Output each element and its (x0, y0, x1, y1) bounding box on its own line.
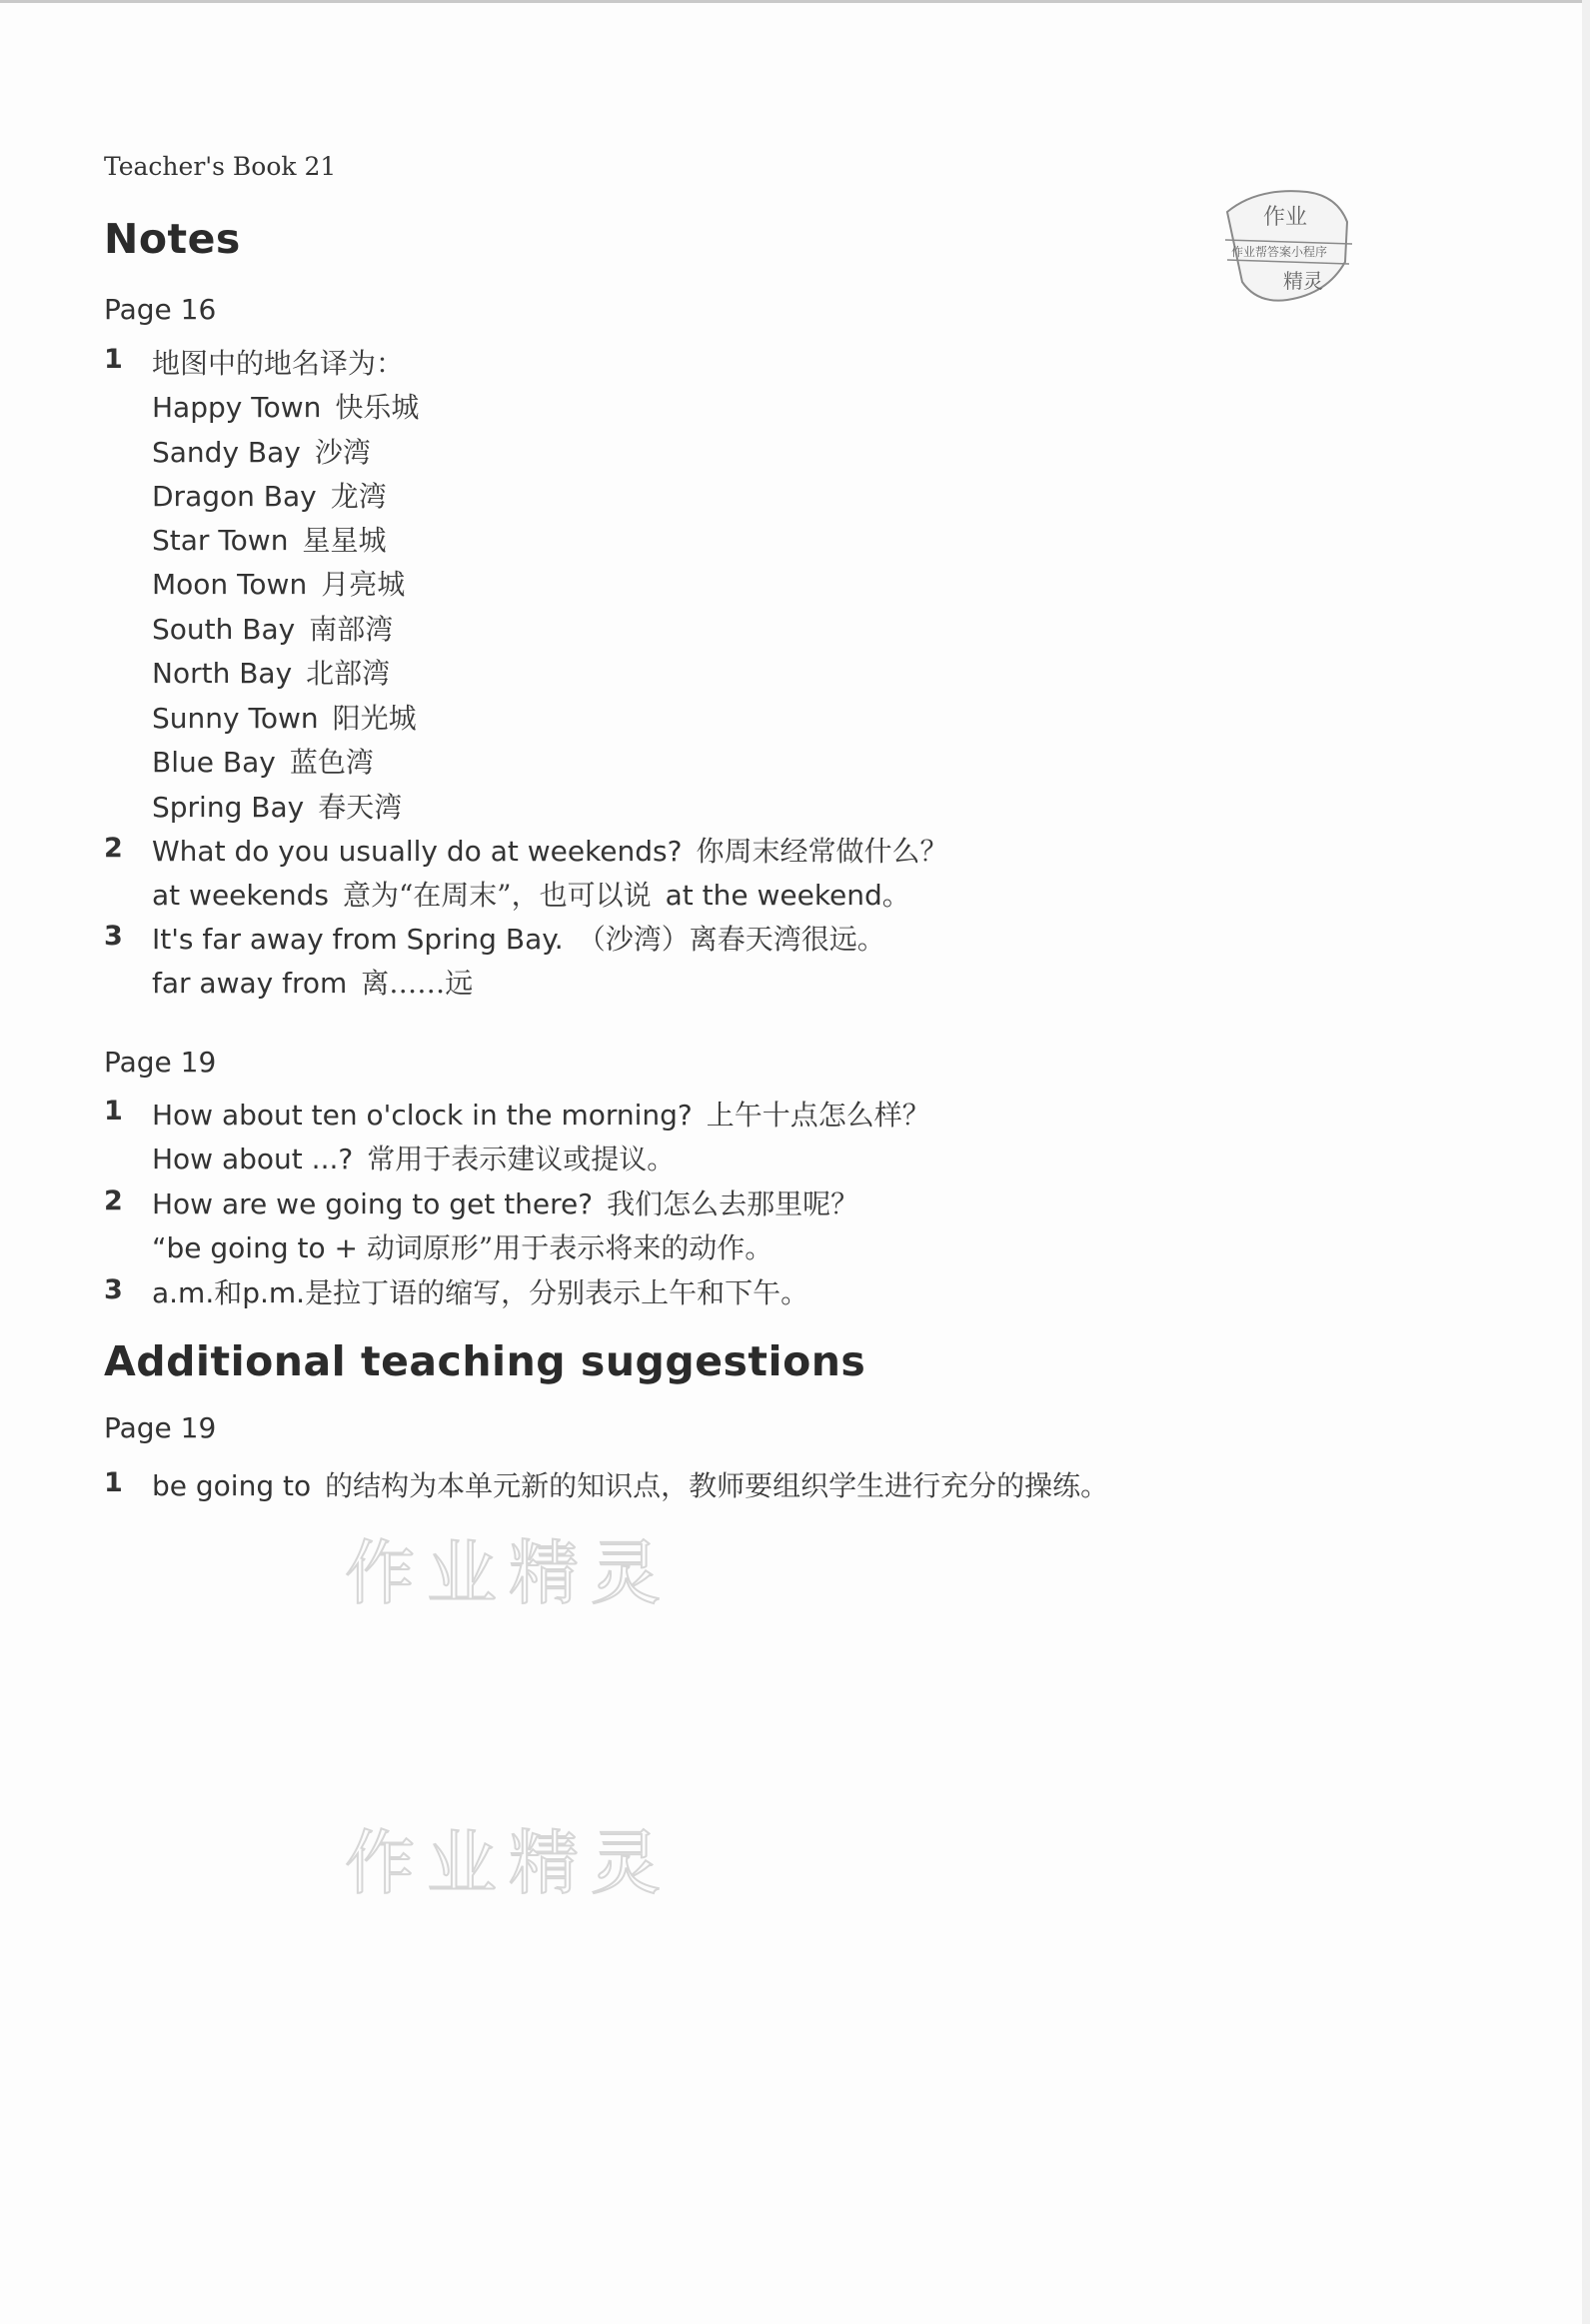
item3-text: It's far away from Spring Bay. （沙湾）离春天湾很远。 (152, 923, 885, 956)
item2-note: at weekends 意为“在周末”，也可以说 at the weekend。 (152, 879, 910, 912)
item-number: 1 (104, 1096, 123, 1127)
stamp-logo (1217, 182, 1357, 312)
place-row: Blue Bay 蓝色湾 (152, 746, 374, 779)
item1-intro: 地图中的地名译为： (152, 347, 405, 380)
place-row: Moon Town 月亮城 (152, 568, 406, 601)
item-number: 2 (104, 833, 123, 864)
p19-item1-text: How about ten o'clock in the morning? 上午十点怎么样？ (152, 1099, 930, 1132)
stamp-text-middle: 作业帮答案小程序 (1231, 245, 1328, 259)
item-number: 3 (104, 921, 123, 952)
place-row: Sandy Bay 沙湾 (152, 436, 371, 469)
page19-label: Page 19 (104, 1046, 217, 1079)
watermark: 作业精灵 (345, 1532, 673, 1614)
place-row: Happy Town 快乐城 (152, 391, 420, 424)
stamp-text-top: 作业 (1263, 205, 1308, 230)
page-edge (1582, 0, 1590, 2324)
item-number: 1 (104, 344, 123, 375)
suggestions-heading: Additional teaching suggestions (104, 1337, 866, 1385)
place-row: Spring Bay 春天湾 (152, 791, 403, 824)
page16-label: Page 16 (104, 293, 217, 326)
item-number: 1 (104, 1467, 123, 1498)
p19-item2-text: How are we going to get there? 我们怎么去那里呢？ (152, 1187, 859, 1220)
top-border (0, 0, 1590, 3)
item3-note: far away from 离……远 (152, 967, 474, 1000)
book-header: Teacher's Book 21 (104, 152, 337, 181)
place-row: Star Town 星星城 (152, 524, 387, 557)
p19-item1-note: How about ...? 常用于表示建议或提议。 (152, 1143, 676, 1175)
p19-item2-note: “be going to + 动词原形”用于表示将来的动作。 (152, 1231, 774, 1264)
place-row: Sunny Town 阳光城 (152, 702, 417, 735)
place-row: Dragon Bay 龙湾 (152, 480, 387, 513)
item2-text: What do you usually do at weekends? 你周末经常做什么？ (152, 835, 948, 868)
p19-item3-text: a.m.和p.m.是拉丁语的缩写，分别表示上午和下午。 (152, 1276, 809, 1309)
item-number: 3 (104, 1274, 123, 1305)
place-row: South Bay 南部湾 (152, 613, 394, 646)
watermark: 作业精灵 (345, 1822, 673, 1904)
stamp-text-bottom: 精灵 (1283, 269, 1323, 293)
suggestion-item1: be going to 的结构为本单元新的知识点，教师要组织学生进行充分的操练。 (152, 1469, 1109, 1502)
place-row: North Bay 北部湾 (152, 657, 391, 690)
notes-heading: Notes (104, 215, 241, 263)
suggestions-page-label: Page 19 (104, 1411, 217, 1444)
item-number: 2 (104, 1185, 123, 1216)
